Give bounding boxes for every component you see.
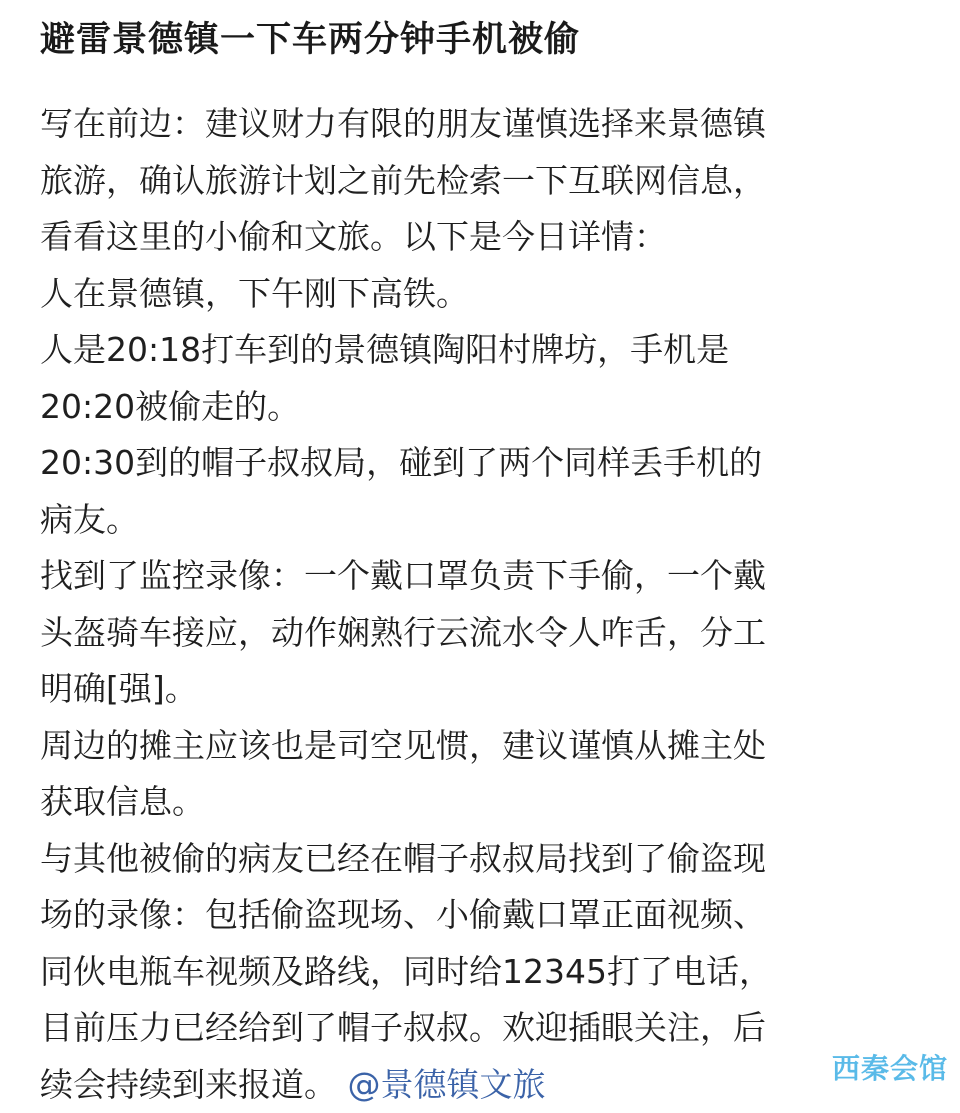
paragraph-line: 人是20:18打车到的景德镇陶阳村牌坊，手机是: [40, 330, 729, 369]
paragraph-line: 找到了监控录像：一个戴口罩负责下手偷，一个戴: [40, 556, 766, 595]
paragraph-line: 头盔骑车接应，动作娴熟行云流水令人咋舌，分工: [40, 613, 766, 652]
paragraph-line: 获取信息。: [40, 782, 205, 821]
paragraph-line: 场的录像：包括偷盗现场、小偷戴口罩正面视频、: [40, 895, 766, 934]
post-paragraph: [40, 266, 920, 323]
paragraph-line: 周边的摊主应该也是司空见惯，建议谨慎从摊主处: [40, 726, 766, 765]
post-paragraph: [40, 718, 920, 831]
paragraph-line: 20:30到的帽子叔叔局，碰到了两个同样丢手机的: [40, 443, 762, 482]
post-paragraph: [40, 548, 920, 718]
paragraph-line: 与其他被偷的病友已经在帽子叔叔局找到了偷盗现: [40, 839, 766, 878]
post-paragraph: [40, 831, 920, 1113]
post-paragraph: [40, 96, 920, 266]
paragraph-line: 病友。: [40, 500, 139, 539]
paragraph-line: 旅游，确认旅游计划之前先检索一下互联网信息，: [40, 161, 766, 200]
paragraph-line: 同伙电瓶车视频及路线，同时给12345打了电话，: [40, 952, 772, 991]
paragraph-line: 续会持续到来报道。: [40, 1065, 337, 1104]
paragraph-line: 明确[强]。: [40, 669, 198, 708]
post-paragraph: [40, 435, 920, 548]
paragraph-line: 看看这里的小偷和文旅。以下是今日详情：: [40, 217, 667, 256]
post-paragraph: [40, 322, 920, 435]
post-body: [40, 96, 920, 1113]
mention-link[interactable]: @景德镇文旅: [348, 1065, 546, 1104]
paragraph-line: 写在前边：建议财力有限的朋友谨慎选择来景德镇: [40, 104, 766, 143]
post-container: [40, 0, 920, 1113]
paragraph-line: 人在景德镇，下午刚下高铁。: [40, 274, 469, 313]
paragraph-line: 目前压力已经给到了帽子叔叔。欢迎插眼关注，后: [40, 1008, 766, 1047]
paragraph-line: 20:20被偷走的。: [40, 387, 300, 426]
post-title: 避雷景德镇一下车两分钟手机被偷: [40, 0, 920, 66]
site-watermark: 西秦会馆: [832, 1047, 948, 1087]
